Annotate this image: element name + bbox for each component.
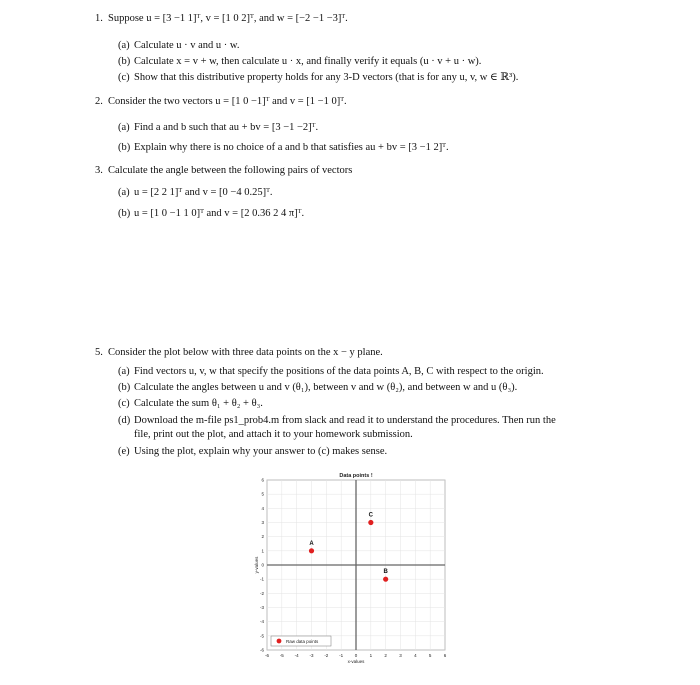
problem-5b-text: Calculate the angles between u and v (θ₁), between v and w (θ₂), and between w and u (θ₃).: [134, 382, 518, 393]
problem-2a-label: (a): [118, 122, 130, 133]
problem-5d-text-cont: file, print out the plot, and attach it to your homework submission.: [134, 429, 413, 440]
problem-5-text: Consider the plot below with three data points on the x − y plane.: [108, 347, 383, 358]
problem-3b-text: u = [1 0 −1 1 0]ᵀ and v = [2 0.36 2 4 π]ᵀ.: [134, 208, 305, 219]
x-tick-label: -4: [294, 653, 299, 658]
legend-label: Raw data points: [286, 638, 319, 644]
y-tick-label: -6: [259, 647, 264, 653]
problem-5c-text: Calculate the sum θ₁ + θ₂ + θ₃.: [134, 398, 263, 409]
problem-1c-text: Show that this distributive property holds for any 3-D vectors (that is for any u, v, w ∈ ℝ³).: [134, 72, 519, 83]
y-tick-label: 5: [261, 491, 264, 497]
problem-3a-label: (a): [118, 187, 130, 198]
problem-3-text: Calculate the angle between the following pairs of vectors: [108, 165, 353, 176]
x-tick-label: 0: [354, 653, 358, 658]
problem-2a-text: Find a and b such that au + bv = [3 −1 −2]ᵀ.: [134, 122, 319, 133]
x-tick-label: 4: [414, 653, 417, 658]
x-tick-label: 2: [384, 653, 387, 658]
problem-2b-text: Explain why there is no choice of a and b that satisfies au + bv = [3 −1 2]ᵀ.: [134, 142, 449, 153]
x-tick-label: -1: [339, 653, 344, 658]
x-tick-label: 6: [443, 653, 447, 658]
data-point-label-c: C: [368, 512, 374, 519]
problem-5-number: 5.: [95, 347, 103, 358]
data-point-label-b: B: [383, 569, 388, 576]
y-tick-label: 4: [261, 505, 264, 511]
legend-marker: [277, 639, 282, 644]
x-tick-label: -2: [324, 653, 329, 658]
problem-5d-label: (d): [118, 415, 131, 426]
x-axis-label: x-values: [347, 659, 365, 664]
problem-3a-text: u = [2 2 1]ᵀ and v = [0 −4 0.25]ᵀ.: [134, 187, 273, 198]
problem-1-number: 1.: [95, 13, 103, 24]
y-tick-label: 0: [261, 562, 264, 568]
x-tick-label: -6: [264, 653, 270, 658]
y-tick-label: -5: [259, 633, 264, 639]
problem-1-text: Suppose u = [3 −1 1]ᵀ, v = [1 0 2]ᵀ, and w = [−2 −1 −3]ᵀ.: [108, 13, 348, 24]
problem-1b-label: (b): [118, 56, 131, 67]
chart-title: Data points !: [339, 473, 373, 479]
problem-3-number: 3.: [95, 165, 103, 176]
problem-1c-label: (c): [118, 72, 130, 83]
y-tick-label: -2: [259, 590, 264, 596]
problem-2-number: 2.: [95, 96, 103, 107]
problem-5a-label: (a): [118, 366, 130, 377]
y-tick-label: -3: [259, 605, 264, 610]
x-tick-label: 3: [399, 653, 402, 658]
y-tick-label: 2: [261, 534, 264, 540]
y-tick-label: -1: [259, 576, 264, 582]
problem-3b-label: (b): [118, 208, 131, 219]
x-tick-label: -3: [309, 653, 314, 658]
problem-2b-label: (b): [118, 142, 131, 153]
y-tick-label: 3: [261, 520, 264, 525]
problem-5e-text: Using the plot, explain why your answer to (c) makes sense.: [134, 446, 388, 457]
x-tick-label: 5: [428, 653, 432, 658]
y-axis-label: y-values: [254, 556, 259, 574]
problem-5e-label: (e): [118, 446, 130, 457]
problem-2-text: Consider the two vectors u = [1 0 −1]ᵀ and v = [1 −1 0]ᵀ.: [108, 96, 347, 107]
problem-5c-label: (c): [118, 398, 130, 409]
x-tick-label: 1: [369, 653, 373, 658]
y-tick-label: 6: [261, 477, 264, 483]
problem-1a-text: Calculate u · v and u · w.: [134, 40, 240, 51]
data-point-c: [368, 520, 373, 525]
problem-1b-text: Calculate x = v + w, then calculate u · x, and finally verify it equals (u · v + u · w).: [134, 56, 482, 67]
data-point-a: [309, 548, 314, 553]
x-tick-label: -5: [279, 653, 284, 658]
y-tick-label: -4: [259, 619, 264, 625]
problem-5d-text: Download the m-file ps1_prob4.m from slack and read it to understand the procedures. Then run the: [134, 415, 556, 426]
problem-5b-label: (b): [118, 382, 131, 393]
data-point-label-a: A: [309, 540, 314, 547]
data-points-plot: [255, 472, 455, 672]
data-point-b: [383, 577, 388, 582]
problem-1a-label: (a): [118, 40, 130, 51]
y-tick-label: 1: [261, 548, 264, 554]
problem-5a-text: Find vectors u, v, w that specify the positions of the data points A, B, C with respect to the origin.: [134, 366, 544, 377]
